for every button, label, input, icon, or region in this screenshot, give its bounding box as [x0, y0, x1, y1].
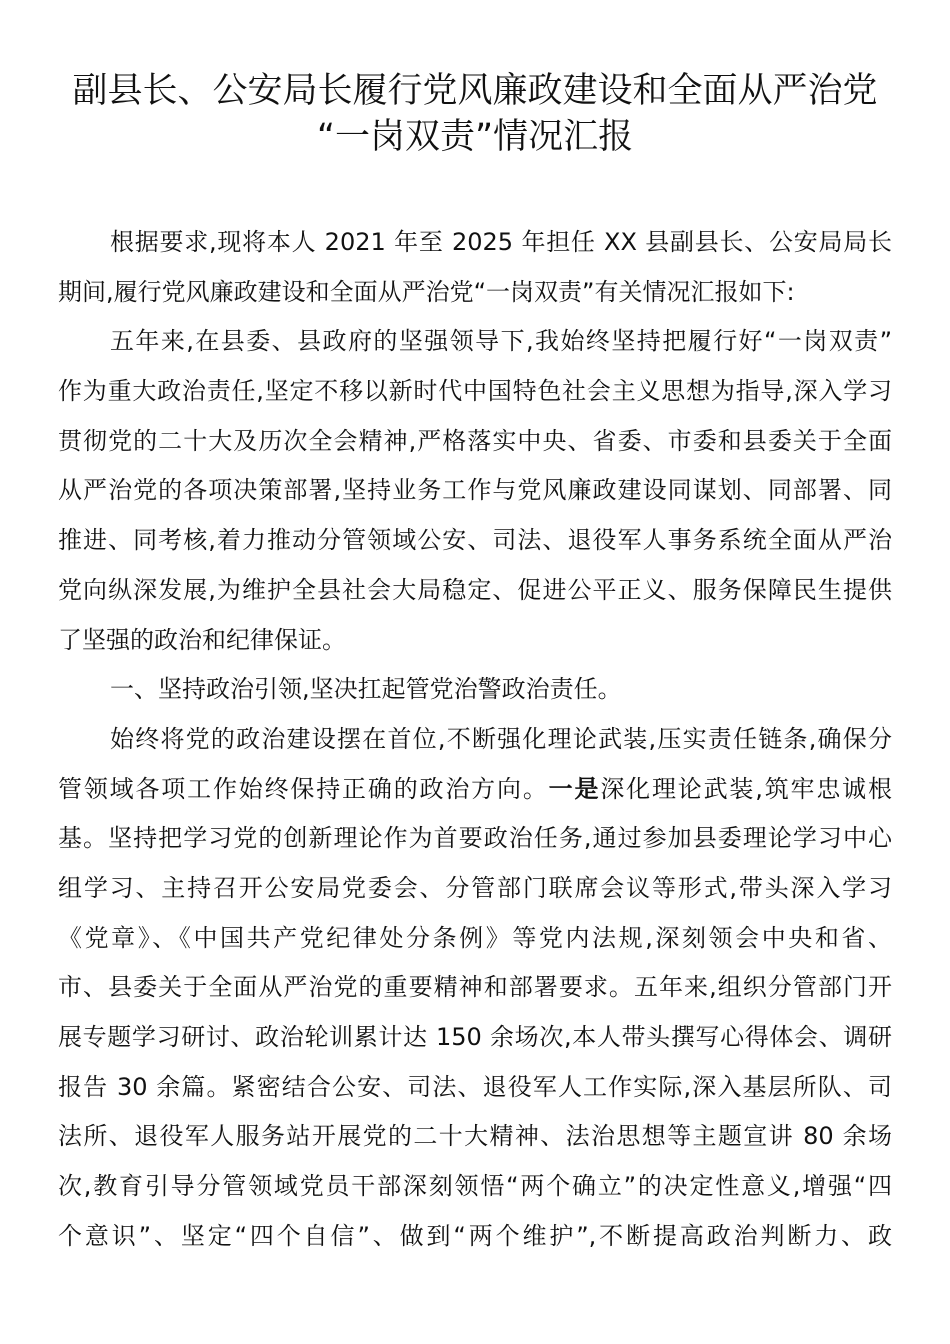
paragraph-line: 推进、同考核,着力推动分管领域公安、司法、退役军人事务系统全面从严治 [58, 526, 892, 555]
paragraph-line: 组学习、主持召开公安局党委会、分管部门联席会议等形式,带头深入学习 [58, 873, 892, 902]
section-heading: 一、坚持政治引领,坚决扛起管党治警政治责任。 [110, 675, 622, 704]
bold-lead: 一是 [548, 774, 601, 803]
paragraph-line [58, 765, 892, 815]
paragraph-line: 了坚强的政治和纪律保证。 [58, 625, 346, 654]
paragraph-line: 作为重大政治责任,坚定不移以新时代中国特色社会主义思想为指导,深入学习 [58, 377, 892, 406]
paragraph-line: 始终将党的政治建设摆在首位,不断强化理论武装,压实责任链条,确保分 [110, 724, 892, 753]
paragraph-line: 展专题学习研讨、政治轮训累计达 150 余场次,本人带头撰写心得体会、调研 [58, 1023, 892, 1051]
paragraph-line: 次,教育引导分管领域党员干部深刻领悟“两个确立”的决定性意义,增强“四 [58, 1172, 892, 1201]
document-title [0, 68, 950, 160]
paragraph-line: 党向纵深发展,为维护全县社会大局稳定、促进公平正义、服务保障民生提供 [58, 575, 892, 604]
paragraph-line: 法所、退役军人服务站开展党的二十大精神、法治思想等主题宣讲 80 余场 [58, 1122, 892, 1151]
paragraph-line: 贯彻党的二十大及历次全会精神,严格落实中央、省委、市委和县委关于全面 [58, 426, 892, 455]
paragraph-line: 市、县委关于全面从严治党的重要精神和部署要求。五年来,组织分管部门开 [58, 973, 892, 1002]
paragraph-line: 基。坚持把学习党的创新理论作为首要政治任务,通过参加县委理论学习中心 [58, 824, 892, 853]
line-text: 管领域各项工作始终保持正确的政治方向。 [58, 774, 549, 803]
document-body [58, 218, 892, 1261]
paragraph-line: 期间,履行党风廉政建设和全面从严治党“一岗双责”有关情况汇报如下: [58, 277, 795, 306]
paragraph-line: 根据要求,现将本人 2021 年至 2025 年担任 XX 县副县长、公安局局长 [110, 228, 892, 256]
title-line-2: “一岗双责”情况汇报 [316, 117, 634, 157]
paragraph-line: 个意识”、坚定“四个自信”、做到“两个维护”,不断提高政治判断力、政 [58, 1221, 892, 1250]
line-text: 深化理论武装,筑牢忠诚根 [600, 774, 893, 803]
paragraph-line: 五年来,在县委、县政府的坚强领导下,我始终坚持把履行好“一岗双责” [110, 327, 892, 356]
title-line-1: 副县长、公安局长履行党风廉政建设和全面从严治党 [72, 71, 878, 111]
paragraph-line: 《党章》、《中国共产党纪律处分条例》等党内法规,深刻领会中央和省、 [58, 923, 892, 952]
paragraph-line: 报告 30 余篇。紧密结合公安、司法、退役军人工作实际,深入基层所队、司 [58, 1072, 892, 1101]
paragraph-line: 从严治党的各项决策部署,坚持业务工作与党风廉政建设同谋划、同部署、同 [58, 476, 892, 505]
